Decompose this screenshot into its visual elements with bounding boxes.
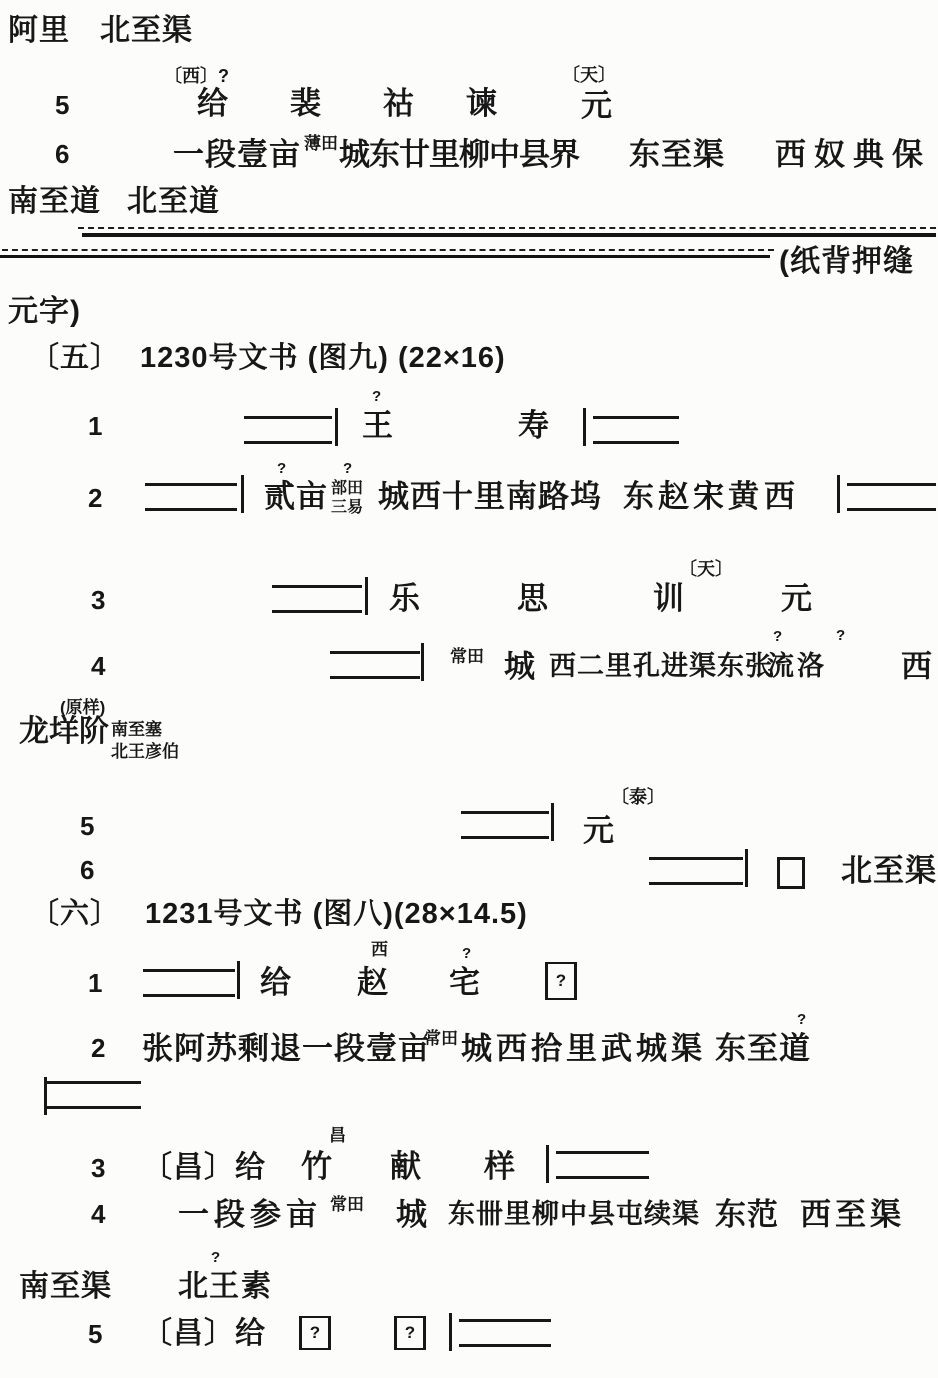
uncertain-mark: ? bbox=[277, 460, 287, 477]
text-segment: 道 bbox=[779, 1031, 811, 1066]
uncertain-mark: ? bbox=[211, 1249, 221, 1266]
doc-header-index: 〔五〕 bbox=[30, 342, 121, 374]
text-segment: 竹 bbox=[301, 1149, 333, 1184]
lacuna-box bbox=[272, 585, 362, 613]
editor-note: 〔天〕 bbox=[562, 65, 616, 85]
text-segment: 祜 bbox=[383, 86, 415, 121]
text-segment: 贰亩 bbox=[264, 479, 328, 514]
interlinear-note: 西 bbox=[371, 940, 388, 959]
editor-note: 〔天〕 bbox=[679, 559, 733, 579]
marginal-note-label: (原样) bbox=[60, 698, 106, 717]
text-segment: 西至渠 bbox=[800, 1197, 905, 1232]
text-segment: 给 bbox=[197, 86, 229, 121]
seam-note: 元字) bbox=[8, 295, 81, 328]
lacuna-box bbox=[593, 416, 679, 444]
lacuna-bar bbox=[745, 849, 748, 887]
line-number: 1 bbox=[88, 968, 104, 998]
lacuna-box bbox=[244, 416, 332, 444]
marginal-note-name: 龙垟阶 bbox=[19, 715, 109, 748]
text-segment: 张阿苏剩退一段壹亩 bbox=[142, 1031, 430, 1066]
lacuna-box bbox=[847, 483, 936, 511]
lacuna-bar bbox=[583, 408, 586, 446]
boundary-text: 阿里 bbox=[8, 14, 70, 47]
seam-rule-dashed bbox=[2, 249, 774, 251]
boundary-text: 素 bbox=[241, 1270, 272, 1303]
seam-note: (纸背押缝 bbox=[779, 245, 914, 278]
lacuna-bar bbox=[335, 408, 338, 446]
line-number: 2 bbox=[88, 483, 104, 513]
line-number: 5 bbox=[55, 90, 71, 120]
lacuna-bar bbox=[241, 475, 244, 513]
missing-char-box bbox=[777, 857, 805, 889]
boundary-text: 北至渠 bbox=[100, 14, 193, 47]
interlinear-note: 常田 bbox=[424, 1029, 458, 1048]
text-segment: 思 bbox=[517, 581, 549, 616]
uncertain-char-box: ? bbox=[299, 1316, 331, 1350]
text-segment: 元 bbox=[781, 581, 813, 616]
lacuna-box bbox=[556, 1151, 649, 1179]
seam-rule-dashed bbox=[78, 227, 936, 229]
doc-header-title: 1231号文书 (图八)(28×14.5) bbox=[145, 898, 528, 930]
text-segment: 流 bbox=[767, 651, 795, 681]
lacuna-box bbox=[461, 811, 549, 839]
marginal-note-side: 南至塞 bbox=[111, 720, 162, 739]
line-number: 2 bbox=[91, 1033, 107, 1063]
uncertain-mark: ? bbox=[343, 460, 353, 477]
interlinear-note-top: 部田 bbox=[331, 480, 364, 497]
text-segment: 北至渠 bbox=[841, 853, 937, 888]
boundary-text: 北 bbox=[178, 1270, 209, 1303]
text-segment: 宅 bbox=[449, 965, 481, 1000]
lacuna-box bbox=[143, 969, 235, 997]
text-segment: 东范 bbox=[715, 1197, 779, 1232]
interlinear-note: 常田 bbox=[450, 647, 484, 666]
uncertain-char-box: ? bbox=[545, 962, 577, 1000]
text-segment: 〔昌〕给 bbox=[142, 1151, 266, 1184]
text-segment: 西 bbox=[901, 649, 933, 684]
lacuna-bar bbox=[546, 1145, 549, 1183]
text-segment: 西 bbox=[764, 479, 796, 514]
line-number: 5 bbox=[80, 811, 96, 841]
text-segment: 元 bbox=[581, 88, 613, 123]
text-segment: 寿 bbox=[518, 408, 550, 443]
uncertain-mark: ? bbox=[462, 945, 472, 962]
line-number: 4 bbox=[91, 651, 107, 681]
text-segment: 给 bbox=[260, 965, 292, 1000]
interlinear-note bbox=[331, 479, 363, 517]
text-segment: 西奴典保 bbox=[775, 137, 931, 172]
line-number: 6 bbox=[80, 855, 96, 885]
lacuna-box bbox=[47, 1081, 141, 1109]
text-segment: 城西十里南路坞 bbox=[378, 479, 602, 514]
seam-rule-solid bbox=[82, 233, 936, 237]
line-number: 3 bbox=[91, 1153, 107, 1183]
text-segment: 献 bbox=[390, 1149, 422, 1184]
lacuna-bar bbox=[449, 1313, 452, 1351]
text-segment: 一段参亩 bbox=[178, 1197, 322, 1232]
text-segment: 西二里孔进渠东张 bbox=[549, 651, 773, 681]
lacuna-box bbox=[145, 483, 237, 511]
lacuna-box bbox=[330, 651, 420, 679]
text-segment: 东卌里柳中县屯续渠 bbox=[448, 1199, 700, 1229]
boundary-text: 北至道 bbox=[127, 185, 220, 218]
doc-header-title: 1230号文书 (图九) (22×16) bbox=[140, 342, 506, 374]
interlinear-note: 薄田 bbox=[304, 134, 338, 153]
interlinear-note: 常田 bbox=[330, 1195, 364, 1214]
boundary-text: 南至渠 bbox=[19, 1270, 112, 1303]
text-segment: 元 bbox=[583, 813, 615, 848]
text-segment: 城 bbox=[504, 649, 536, 684]
line-number: 4 bbox=[91, 1199, 107, 1229]
text-segment: 城 bbox=[396, 1197, 428, 1232]
lacuna-box bbox=[459, 1319, 551, 1347]
text-segment: 赵 bbox=[357, 965, 389, 1000]
boundary-text: 王 bbox=[209, 1270, 240, 1303]
interlinear-note-bottom: 三易 bbox=[331, 499, 364, 516]
doc-header-index: 〔六〕 bbox=[30, 898, 121, 930]
lacuna-bar bbox=[421, 643, 424, 681]
text-segment: 东赵宋黄 bbox=[623, 479, 763, 514]
lacuna-bar bbox=[365, 577, 368, 615]
text-segment: 样 bbox=[484, 1149, 516, 1184]
line-number: 6 bbox=[55, 139, 71, 169]
uncertain-char-box: ? bbox=[394, 1316, 426, 1350]
text-segment: 乐 bbox=[389, 581, 421, 616]
text-segment: 〔昌〕给 bbox=[142, 1317, 266, 1350]
text-segment: 东至 bbox=[715, 1031, 779, 1066]
lacuna-box bbox=[649, 857, 743, 885]
text-segment: 城西拾里武城渠 bbox=[461, 1031, 706, 1066]
lacuna-bar bbox=[551, 803, 554, 841]
text-segment: 王 bbox=[362, 408, 394, 443]
line-number: 5 bbox=[88, 1319, 104, 1349]
text-segment: 洛 bbox=[797, 651, 825, 681]
line-number: 3 bbox=[91, 585, 107, 615]
uncertain-mark: ? bbox=[836, 627, 846, 644]
uncertain-mark: ? bbox=[797, 1011, 807, 1028]
lacuna-bar bbox=[837, 475, 840, 513]
editor-note: 〔西〕? bbox=[164, 66, 229, 86]
text-segment: 训 bbox=[653, 581, 685, 616]
text-segment: 一段壹亩 bbox=[173, 137, 301, 172]
text-segment: 谏 bbox=[466, 86, 498, 121]
uncertain-mark: ? bbox=[773, 628, 783, 645]
interlinear-note: 昌 bbox=[329, 1126, 346, 1145]
text-segment: 裴 bbox=[290, 86, 322, 121]
marginal-note-side: 北王彦伯 bbox=[111, 742, 179, 761]
seam-rule-solid bbox=[0, 255, 770, 258]
uncertain-mark: ? bbox=[372, 388, 382, 405]
editor-note: 〔泰〕 bbox=[611, 787, 665, 807]
boundary-text: 南至道 bbox=[8, 185, 101, 218]
line-number: 1 bbox=[88, 411, 104, 441]
text-segment: 东至渠 bbox=[629, 137, 725, 172]
lacuna-bar bbox=[237, 961, 240, 999]
text-segment: 城东廿里柳中县界 bbox=[339, 137, 579, 172]
